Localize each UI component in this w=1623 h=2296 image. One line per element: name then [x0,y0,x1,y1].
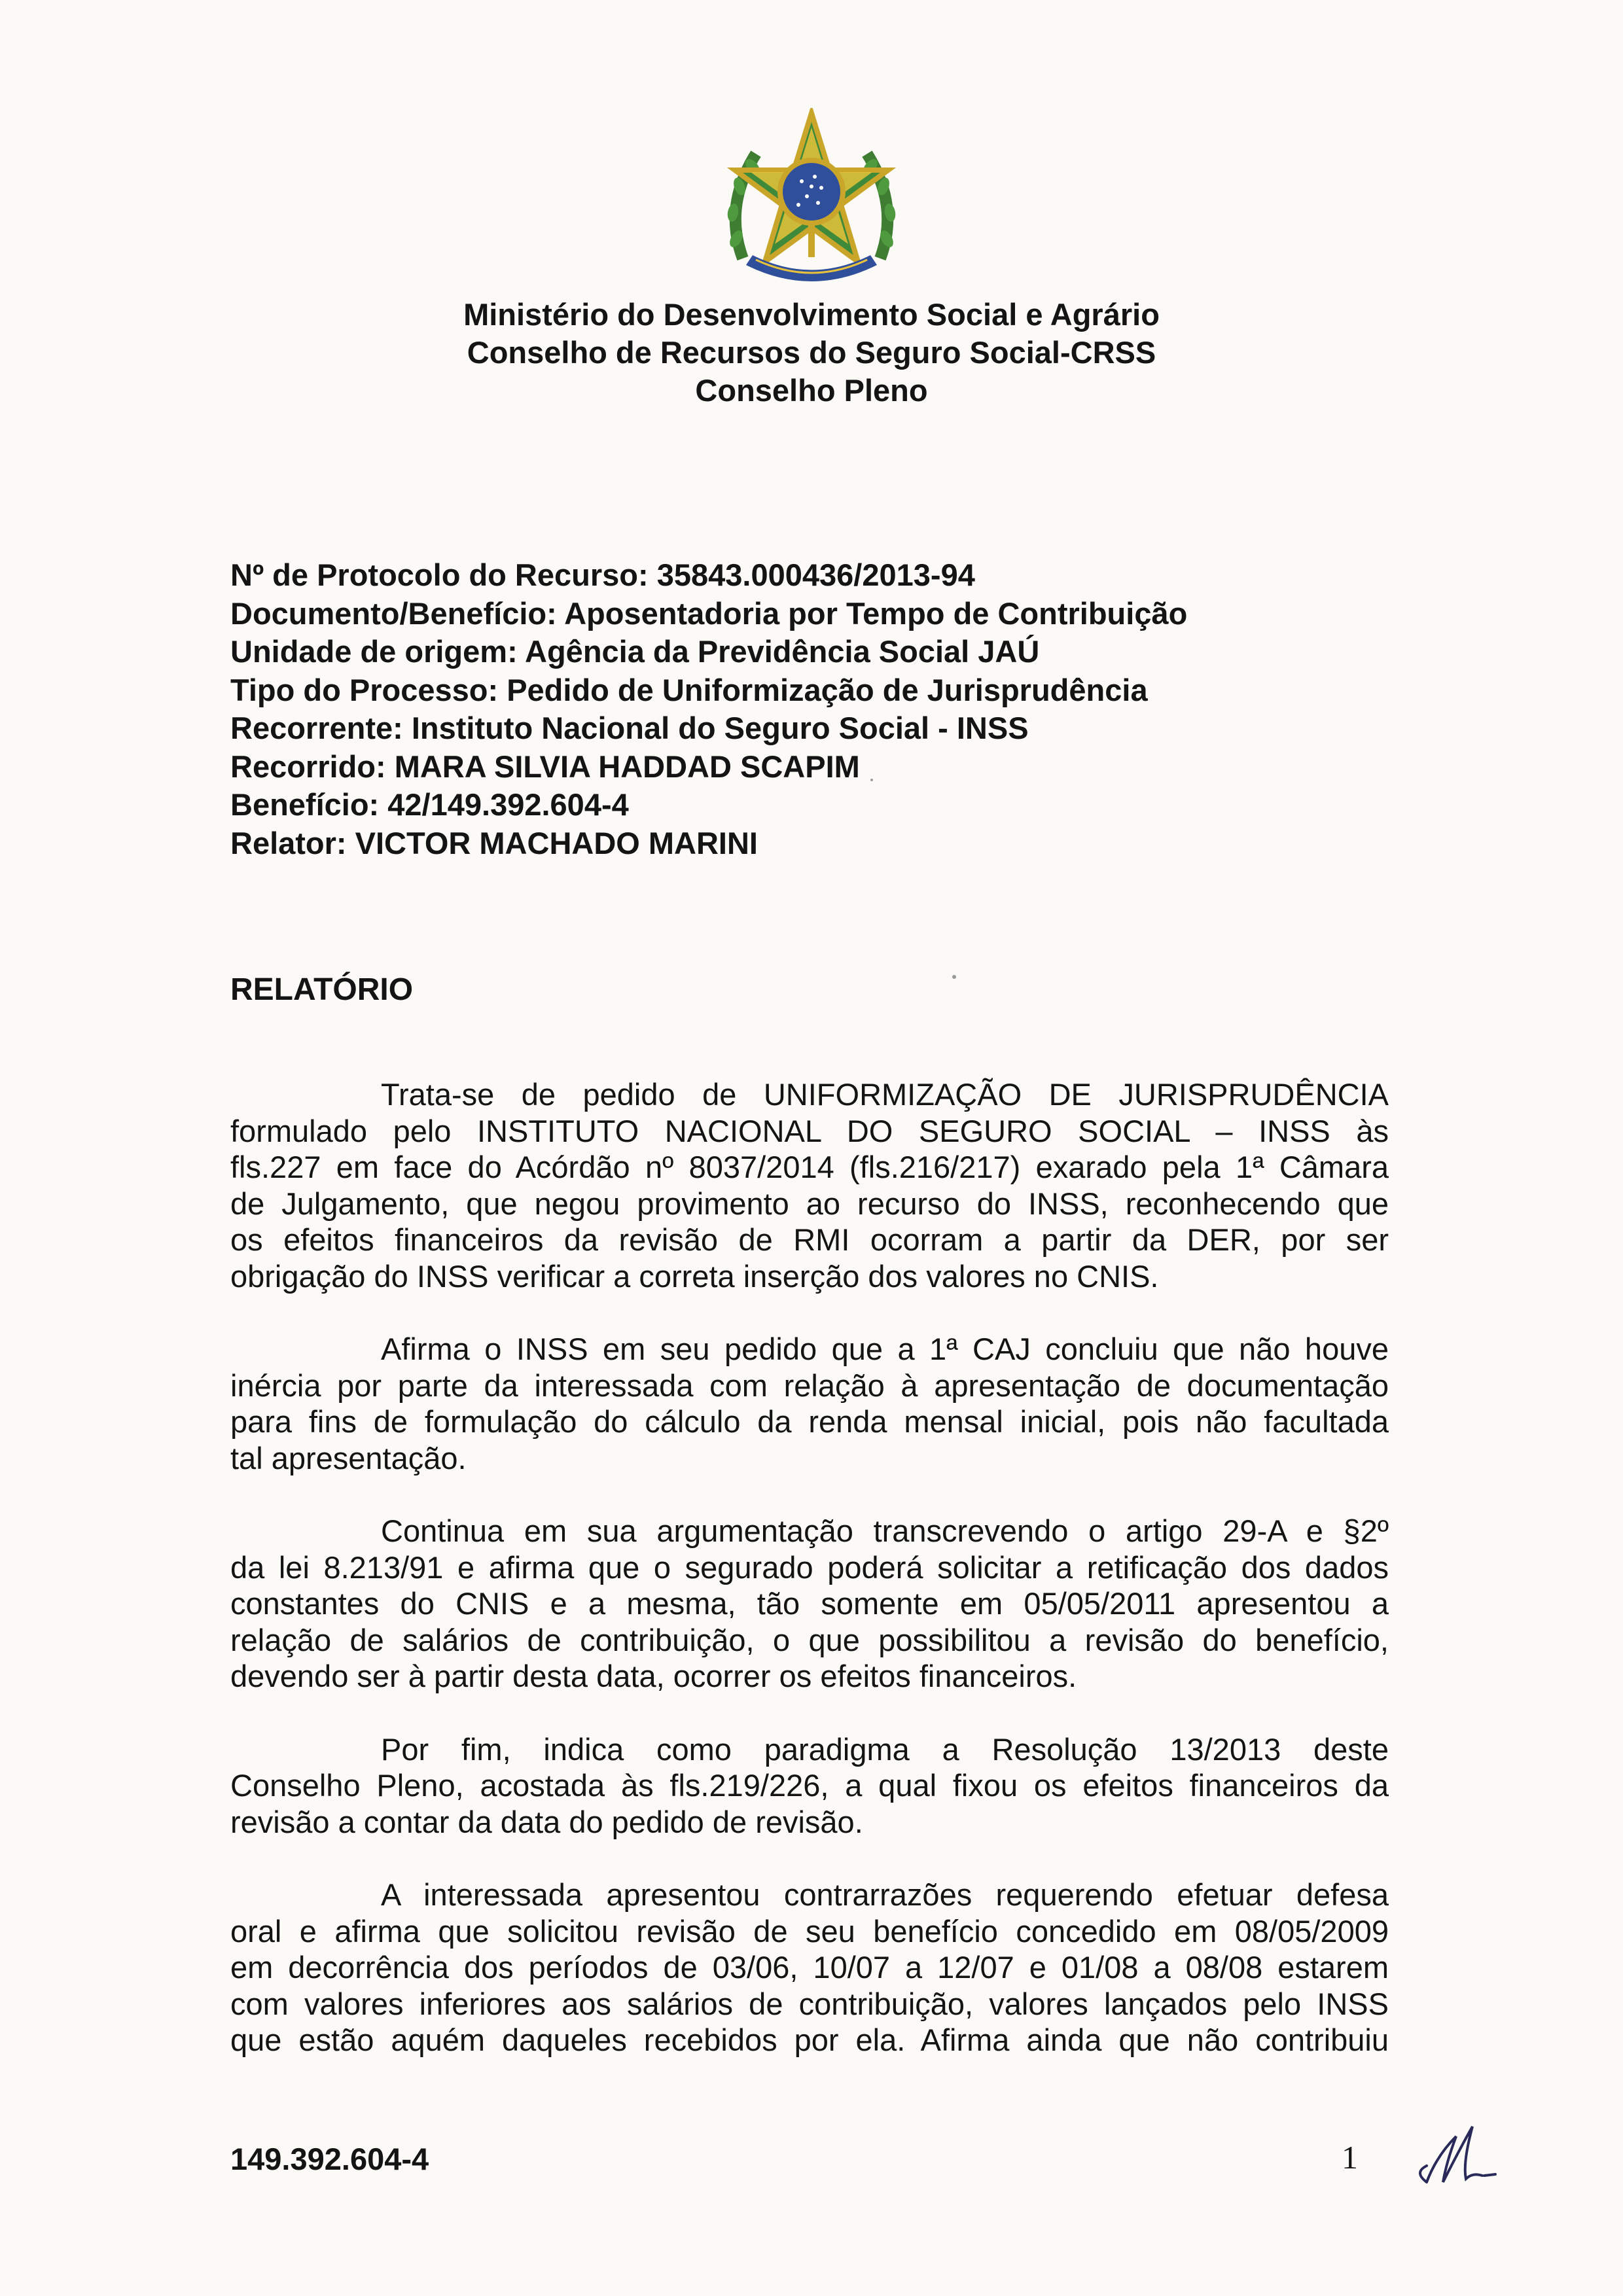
coat-of-arms-emblem [717,108,906,294]
text-line: obrigação do INSS verificar a correta inserção dos valores no CNIS. [230,1258,1159,1294]
ministry-name: Ministério do Desenvolvimento Social e Agrário [463,297,1160,332]
protocol-number: Nº de Protocolo do Recurso: 35843.000436/2013-94 [230,557,975,592]
section-title: RELATÓRIO [230,972,414,1007]
text-line: Conselho Pleno, acostada às fls.219/226, a qual fixou os efeitos financeiros da [230,1768,1389,1803]
text-line: revisão a contar da data do pedido de revisão. [230,1804,863,1839]
paragraph [230,1513,1389,1695]
text-line: devendo ser à partir desta data, ocorrer os efeitos financeiros. [230,1659,1077,1693]
text-line: A interessada apresentou contrarrazões requerendo efetuar defesa [381,1877,1389,1912]
page-number: 1 [1342,2139,1358,2176]
benefit-number: Benefício: 42/149.392.604-4 [230,787,629,822]
document-benefit: Documento/Benefício: Aposentadoria por Tempo de Contribuição [230,595,1188,631]
text-line: em decorrência dos períodos de 03/06, 10/07 a 12/07 e 01/08 a 08/08 estarem [230,1950,1389,1985]
text-line: formulado pelo INSTITUTO NACIONAL DO SEGURO SOCIAL – INSS às [230,1113,1389,1148]
document-header [0,296,1623,410]
text-line: para fins de formulação do cálculo da renda mensal inicial, pois não facultada [230,1404,1389,1439]
text-line: de Julgamento, que negou provimento ao recurso do INSS, reconhecendo que [230,1186,1389,1221]
text-line: Trata-se de pedido de UNIFORMIZAÇÃO DE JURISPRUDÊNCIA [381,1077,1389,1112]
report-body [230,1076,1389,2095]
text-line: constantes do CNIS e a mesma, tão somente em 05/05/2011 apresentou a [230,1586,1389,1621]
paragraph [230,1877,1389,2058]
rapporteur: Relator: VICTOR MACHADO MARINI [230,825,758,860]
text-line: da lei 8.213/91 e afirma que o segurado poderá solicitar a retificação dos dados [230,1549,1389,1585]
council-name: Conselho de Recursos do Seguro Social-CRSS [467,335,1156,370]
text-line: Afirma o INSS em seu pedido que a 1ª CAJ concluiu que não houve [381,1332,1389,1366]
scan-speck [952,975,956,979]
handwritten-initials [1407,2110,1518,2195]
text-line: inércia por parte da interessada com relação à apresentação de documentação [230,1368,1389,1403]
text-line: Por fim, indica como paradigma a Resolução 13/2013 deste [381,1731,1389,1767]
chamber-name: Conselho Pleno [695,373,928,408]
paragraph [230,1731,1389,1841]
origin-unit: Unidade de origem: Agência da Previdência Social JAÚ [230,634,1040,669]
case-metadata [230,556,1187,862]
appellee: Recorrido: MARA SILVIA HADDAD SCAPIM [230,749,860,784]
appellant: Recorrente: Instituto Nacional do Seguro Social - INSS [230,711,1029,745]
footer-benefit-number: 149.392.604-4 [230,2142,429,2176]
text-line: oral e afirma que solicitou revisão de seu benefício concedido em 08/05/2009 [230,1913,1389,1949]
scan-speck [870,779,873,781]
paragraph [230,1331,1389,1476]
paragraph [230,1076,1389,1294]
text-line: que estão aquém daqueles recebidos por ela. Afirma ainda que não contribuiu [230,2022,1389,2057]
text-line: fls.227 em face do Acórdão nº 8037/2014 (fls.216/217) exarado pela 1ª Câmara [230,1150,1389,1184]
text-line: relação de salários de contribuição, o que possibilitou a revisão do benefício, [230,1622,1389,1657]
text-line: Continua em sua argumentação transcrevendo o artigo 29-A e §2º [381,1513,1389,1548]
text-line: os efeitos financeiros da revisão de RMI ocorram a partir da DER, por ser [230,1222,1389,1257]
text-line: tal apresentação. [230,1440,467,1475]
text-line: com valores inferiores aos salários de contribuição, valores lançados pelo INSS [230,1986,1389,2021]
process-type: Tipo do Processo: Pedido de Uniformização de Jurisprudência [230,672,1148,707]
